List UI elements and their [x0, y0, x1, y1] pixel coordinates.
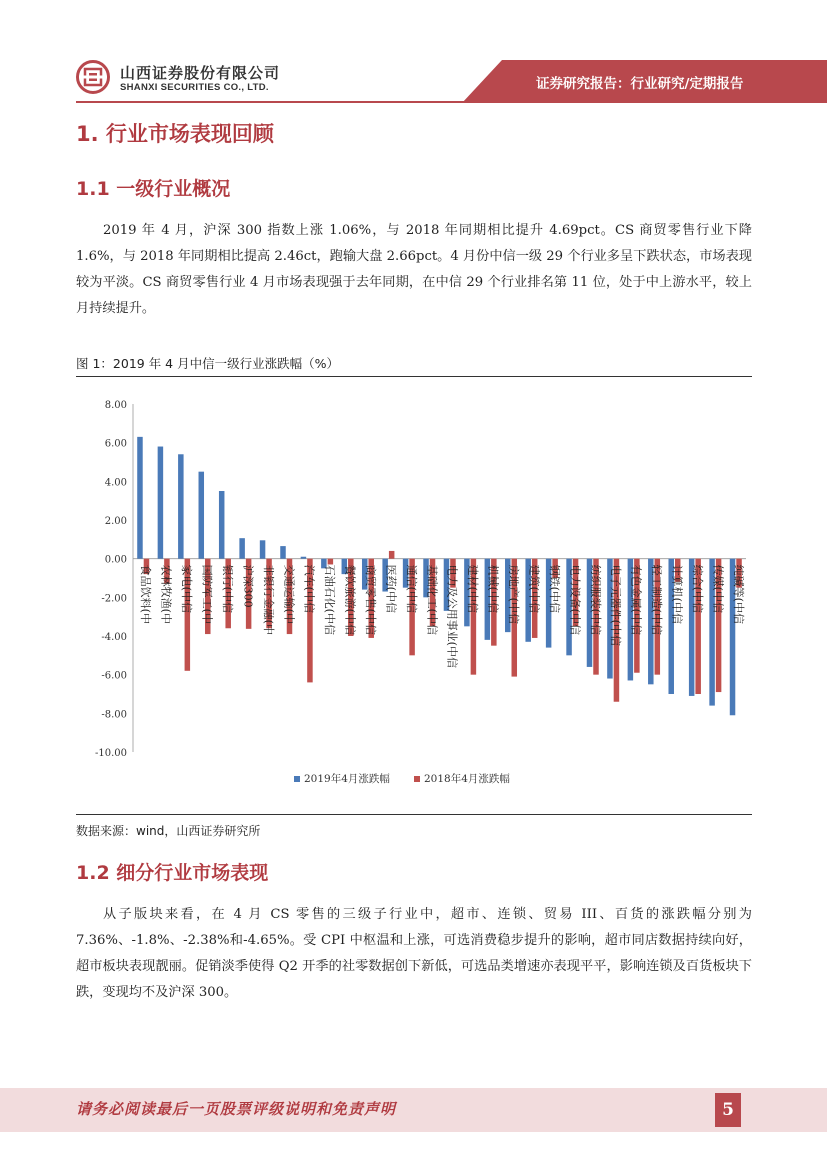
category-label: 沪深300: [241, 564, 255, 608]
figure-source: 数据来源：wind，山西证券研究所: [76, 824, 261, 838]
category-label: 交通运输(中: [282, 564, 296, 624]
y-tick-label: -4.00: [101, 632, 127, 643]
category-label: 房地产(中信: [507, 564, 521, 624]
subsection-title-1-1: 1.1 一级行业概况: [76, 178, 231, 200]
company-name-cn: 山西证券股份有限公司: [120, 64, 281, 82]
category-label: 电力及公用事业(中信: [445, 564, 459, 668]
company-name-en: SHANXI SECURITIES CO., LTD.: [120, 82, 269, 93]
category-label: 基础化工(中信: [425, 564, 439, 635]
bar-2019-0: [137, 437, 143, 559]
category-label: 国防军工(中: [200, 564, 214, 624]
header-divider: [76, 101, 827, 103]
category-label: 纯碱等(中信: [731, 564, 745, 624]
legend-label-1: 2018年4月涨跌幅: [424, 773, 510, 785]
category-label: 餐饮旅游(中信: [343, 564, 357, 635]
bar-2019-8: [301, 557, 307, 559]
y-tick-label: -10.00: [94, 748, 127, 759]
category-label: 电子元器件(中信: [609, 564, 623, 646]
y-tick-label: 0.00: [104, 554, 127, 566]
bar-2019-3: [199, 472, 205, 559]
category-label: 机械(中信: [486, 564, 500, 613]
category-label: 医药(中信: [384, 564, 398, 613]
section-title: 1. 行业市场表现回顾: [76, 122, 274, 146]
bar-2018-9: [328, 559, 334, 565]
y-tick-label: 6.00: [104, 438, 127, 450]
figure-bottom-rule: [76, 814, 752, 815]
bar-2018-12: [389, 551, 395, 559]
footer-disclaimer: 请务必阅读最后一页股票评级说明和免责声明: [76, 1100, 397, 1118]
category-label: 非银行金融(中: [261, 564, 275, 635]
y-tick-label: -2.00: [101, 593, 127, 605]
category-label: 通信(中信: [404, 564, 418, 613]
paragraph-sub-industry: 从子版块来看，在 4 月 CS 零售的三级子行业中，超市、连锁、贸易 III、百货的涨跌幅分别为 7.36%、-1.8%、-2.38%和-4.65%。受 CPI 中枢温和上涨，可选消费稳步提升的影响，超市同店数据持续向好，超市板块表现靓丽。促销淡季使得 Q2 开季的社零数据创下新低，可选品类增速亦表现平平，影响连锁及百货板块下跌，变现均不及沪深 300。: [76, 907, 752, 1000]
bar-2019-1: [158, 447, 164, 559]
y-tick-label: -8.00: [101, 709, 127, 721]
y-tick-label: -6.00: [101, 670, 127, 682]
category-label: 家电(中信: [180, 564, 194, 613]
page-number: 5: [715, 1093, 741, 1127]
y-tick-label: 2.00: [104, 516, 127, 527]
category-label: 计算机(中信: [670, 564, 684, 624]
category-label: 电力设备(中信: [568, 564, 582, 635]
category-label: 轻工制造(中信: [650, 564, 664, 635]
legend-label-0: 2019年4月涨跌幅: [304, 773, 390, 785]
category-label: 纺织服装(中信: [588, 564, 602, 635]
industry-returns-chart: [76, 380, 752, 810]
bar-2019-6: [260, 540, 266, 558]
bar-2019-5: [239, 538, 245, 558]
bar-2019-2: [178, 454, 184, 558]
category-label: 有色金属(中信: [629, 564, 643, 635]
category-label: 商贸零售(中信: [363, 564, 377, 635]
page-header: [0, 0, 827, 105]
category-label: 银行(中信: [220, 564, 234, 613]
category-label: 食品饮料(中: [139, 564, 153, 624]
category-label: 石油石化(中信: [323, 564, 337, 635]
y-tick-label: 8.00: [104, 400, 127, 411]
category-label: 钢铁(中信: [547, 564, 561, 613]
category-label: 建材(中信: [466, 564, 480, 613]
bar-2019-7: [280, 546, 286, 559]
category-label: 综合(中信: [690, 564, 704, 613]
figure-caption: 图 1：2019 年 4 月中信一级行业涨跌幅（%）: [76, 356, 339, 371]
company-logo-icon: [76, 60, 110, 94]
report-type-text: 证券研究报告：行业研究/定期报告: [536, 76, 744, 92]
bar-2019-4: [219, 491, 225, 559]
legend-swatch-1: [414, 776, 420, 782]
subsection-title-1-2: 1.2 细分行业市场表现: [76, 862, 269, 884]
figure-top-rule: [76, 376, 752, 377]
paragraph-industry-overview: 2019 年 4 月，沪深 300 指数上涨 1.06%，与 2018 年同期相比提升 4.69pct。CS 商贸零售行业下降 1.6%，与 2018 年同期相比提高 2.46ct，跑输大盘 2.66pct。4 月份中信一级 29 个行业多呈下跌状态，市场表现较为平淡。CS 商贸零售行业 4 月市场表现强于去年同期，在中信 29 个行业排名第 11 位，处于中上游水平，较上月持续提升。: [76, 223, 752, 316]
legend-swatch-0: [294, 776, 300, 782]
category-label: 汽车(中信: [302, 564, 316, 613]
y-tick-label: 4.00: [104, 477, 127, 489]
category-label: 农林牧渔(中: [159, 564, 173, 624]
category-label: 传媒(中信: [711, 564, 725, 613]
category-label: 建筑(中信: [527, 564, 541, 613]
